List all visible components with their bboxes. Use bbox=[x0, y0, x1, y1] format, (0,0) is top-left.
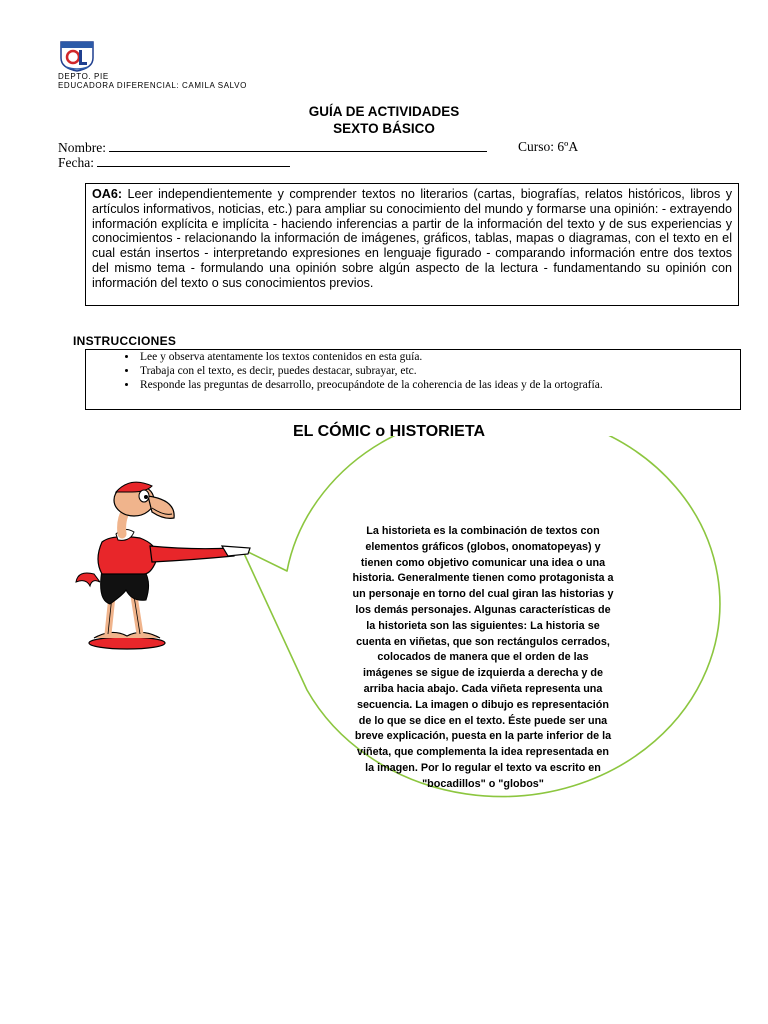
instructions-list bbox=[86, 350, 740, 392]
objective-label: OA6: bbox=[92, 187, 123, 201]
date-label: Fecha: bbox=[58, 155, 94, 170]
objective-paragraph bbox=[92, 187, 732, 291]
grade-title: SEXTO BÁSICO bbox=[333, 121, 435, 136]
date-blank-line[interactable] bbox=[97, 154, 290, 167]
instruction-item: • Responde las preguntas de desarrollo, preocupándote de la coherencia de las ideas y de la ortografía. bbox=[138, 378, 740, 392]
department-label: DEPTO. PIE bbox=[58, 72, 109, 81]
course-field bbox=[518, 139, 578, 155]
course-value: 6ºA bbox=[557, 139, 579, 154]
bubble-text: La historieta es la combinación de textos con elementos gráficos (globos, onomatopeyas) y tienen como objetivo comunicar una idea o una historia. Generalmente tienen como protagonista a un personaje en torno del cual giran las historias y los demás personajes. Algunas características de la historieta son las siguientes: La historia se cuenta en viñetas, que son rectángulos cerrados, colocados de manera que el orden de las imágenes se sigue de izquierda a derecha y de arriba hacia abajo. Cada viñeta representa una secuencia. La imagen o dibujo es representación de lo que se dice en el texto. Éste puede ser una breve explicación, puesta en la parte inferior de la viñeta, que complementa la idea representada en la imagen. Por lo regular el texto va escrito en "bocadillos" o "globos" bbox=[352, 525, 614, 790]
guide-title: GUÍA DE ACTIVIDADES bbox=[308, 104, 460, 119]
course-label: Curso: bbox=[518, 139, 555, 154]
name-label: Nombre: bbox=[58, 140, 106, 155]
comic-section-title: EL CÓMIC o HISTORIETA bbox=[292, 423, 485, 440]
date-field bbox=[58, 154, 290, 171]
instructions-box bbox=[85, 349, 741, 410]
objective-text: Leer independientemente y comprender textos no literarios (cartas, biografías, relatos históricos, libros y artículos informativos, noticias, etc.) para ampliar su conocimiento del mundo y formarse una opinión: - extrayendo información explícita e implícita - haciendo inferencias a partir de la información del texto y de sus experiencias y conocimientos - relacionando la información de imágenes, gráficos, tablas, mapas o diagramas, con el texto en el cual están insertos - interpretando expresiones en lenguaje figurado - comparando información entre dos textos del mismo tema - formulando una opinión sobre algún aspecto de la lectura - fundamentando su opinión con información del texto o sus conocimientos previos. bbox=[92, 187, 732, 290]
instruction-item: • Lee y observa atentamente los textos contenidos en esta guía. bbox=[138, 350, 740, 364]
school-logo bbox=[58, 38, 96, 72]
instruction-item: • Trabaja con el texto, es decir, puedes destacar, subrayar, etc. bbox=[138, 364, 740, 378]
instructions-title: INSTRUCCIONES bbox=[73, 334, 177, 348]
name-blank-line[interactable] bbox=[109, 139, 487, 152]
teacher-label: EDUCADORA DIFERENCIAL: CAMILA SALVO bbox=[58, 81, 247, 90]
condorito-character-illustration bbox=[72, 478, 252, 658]
objective-box bbox=[85, 183, 739, 306]
